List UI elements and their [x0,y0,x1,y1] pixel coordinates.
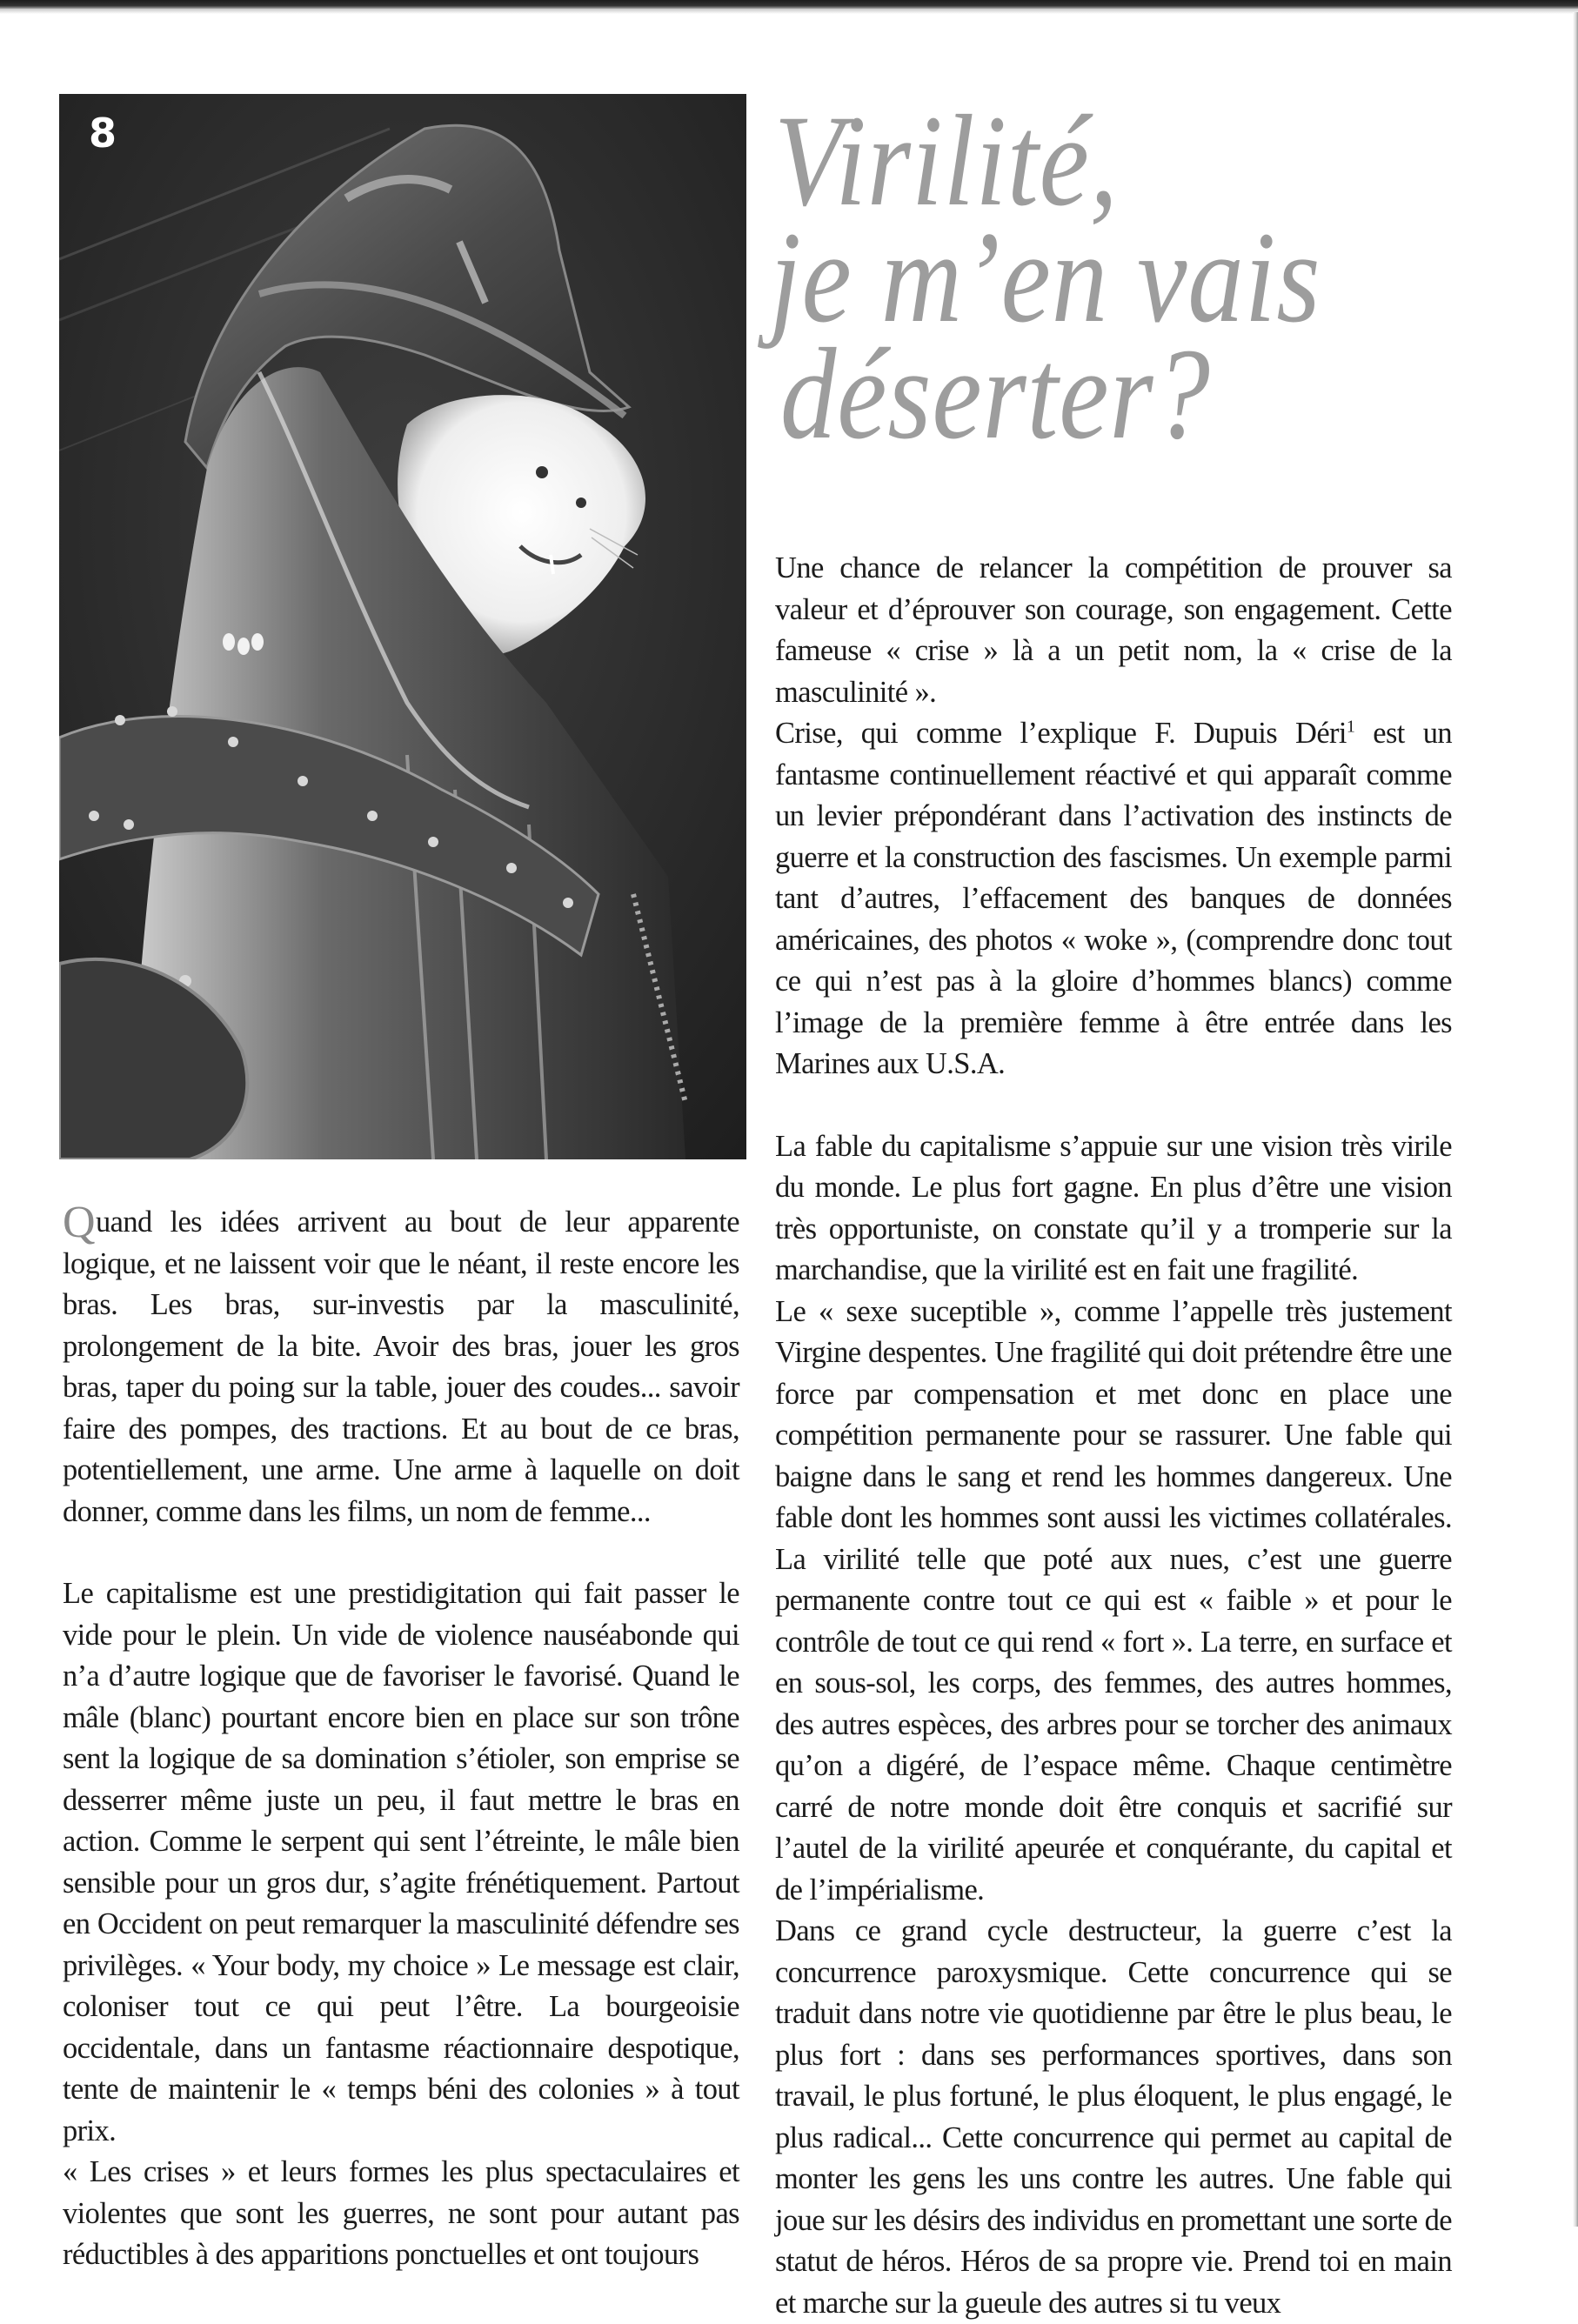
page-number: 8 [89,110,117,157]
title-line-3: déserter? [779,322,1211,466]
paragraph-intro [63,1198,739,1533]
drop-cap: Q [63,1198,95,1247]
title-line-1: Virilité, [774,89,1119,233]
paragraph: « Les crises » et leurs formes les plus spectaculaires et violentes que sont les guerres, ne sont pour autant pas réductibles à des apparitions ponctuelles et ont toujours [63,2155,739,2271]
scan-right-edge [1573,12,1578,2227]
photo-illustration [59,94,746,1159]
paragraph-text: Crise, qui comme l’explique F. Dupuis Déri [775,717,1347,750]
title-line-2: je m’en vais [769,205,1321,350]
paragraph-text: est un fantasme continuellement réactivé et qui apparaît comme un levier prépondérant dans l’activation des instincts de guerre et la construction des fascismes. [775,717,1452,874]
paragraph: La fable du capitalisme s’appuie sur une vision très virile du monde. Le plus fort gagne. En plus d’être une vision très opportuniste, on constate qu’il y a tromperie sur la marchandise, que la virilité est en fait une fragilité. [775,1129,1452,1286]
left-column [63,1198,739,2276]
paragraph-text: uand les idées arrivent au bout de leur apparente logique, et ne laissent voir que le néant, il reste encore les bras. Les bras, sur-investis par la masculinité, prolongement de la bite. Avoir des bras, jouer les gros bras, taper du poing sur la table, jouer des coudes... savoir faire des pompes, des tractions. Et au bout de ce bras, potentiellement, une arme. Une arme à laquelle on doit donner, comme dans les films, un nom de femme... [63,1205,739,1528]
armored-cat-photo [59,94,746,1159]
paragraph-gap [775,1085,1452,1126]
paragraph: Le capitalisme est une prestidigitation qui fait passer le vide pour le plein. Un vide de violence nauséabonde qui n’a d’autre logique que de favoriser le favorisé. Quand le mâle (blanc) pourtant encore bien en place sur son trône sent la logique de sa domination s’étioler, son emprise se desserrer même juste un peu, il faut mettre le bras en action. Comme le serpent qui sent l’étreinte, le mâle bien sensible pour un gros dur, s’agite frénétiquement. Partout en Occident on peut remarquer la masculinité défendre ses privilèges. « Your body, my choice » Le message est clair, coloniser tout ce qui peut l’être. La bourgeoisie occidentale, dans un fantasme réactionnaire despotique, tente de maintenir le « temps béni des colonies » à tout prix. [63,1577,739,2147]
article-title [769,89,1448,466]
paragraph-text: Un exemple parmi tant d’autres, l’effacement des banques de données américaines, des photos « woke », (comprendre donc tout ce qui n’est pas à la gloire d’hommes blancs) comme l’image de la première femme à être entrée dans les Marines aux U.S.A. [775,840,1452,1080]
scan-top-shadow [0,9,1578,14]
paragraph: Dans ce grand cycle destructeur, la guerre c’est la concurrence paroxysmique. Cette concurrence qui se traduit dans notre vie quotidienne par être le plus beau, le plus fort : dans ses performances sportives, dans son travail, le plus fortuné, le plus éloquent, le plus engagé, le plus radical... Cette concurrence qui permet au capital de monter les gens les uns contre les autres. Une fable qui joue sur les désirs des individus en promettant une sorte de statut de héros. Héros de sa propre vie. Prend toi en main et marche sur la gueule des autres si tu veux [775,1914,1452,2320]
paragraph: Une chance de relancer la compétition de prouver sa valeur et d’éprouver son courage, son engagement. Cette fameuse « crise » là a un petit nom, la « crise de la masculinité ». [775,551,1452,709]
paragraph-gap [63,1533,739,1573]
right-column [775,548,1452,2324]
paragraph-dupuis [775,713,1452,1085]
footnote-mark: 1 [1346,717,1355,737]
paragraph: Le « sexe suceptible », comme l’appelle très justement Virgine despentes. Une fragilité qui doit prétendre être une force par compensation et met donc en place une compétition permanente pour se rassurer. Une fable qui baigne dans le sang et rend les hommes dangereux. Une fable dont les hommes sont aussi les victimes collatérales. La virilité telle que poté aux nues, c’est une guerre permanente contre tout ce qui est « faible » et pour le contrôle de tout ce qui rend « fort ». La terre, en surface et en sous-sol, les corps, des femmes, des autres hommes, des autres espèces, des arbres pour se torcher des animaux qu’on a digéré, de l’espace même. Chaque centimètre carré de notre monde doit être conquis et sacrifié sur l’autel de la virilité apeurée et conquérante, du capital et de l’impérialisme. [775,1294,1452,1907]
